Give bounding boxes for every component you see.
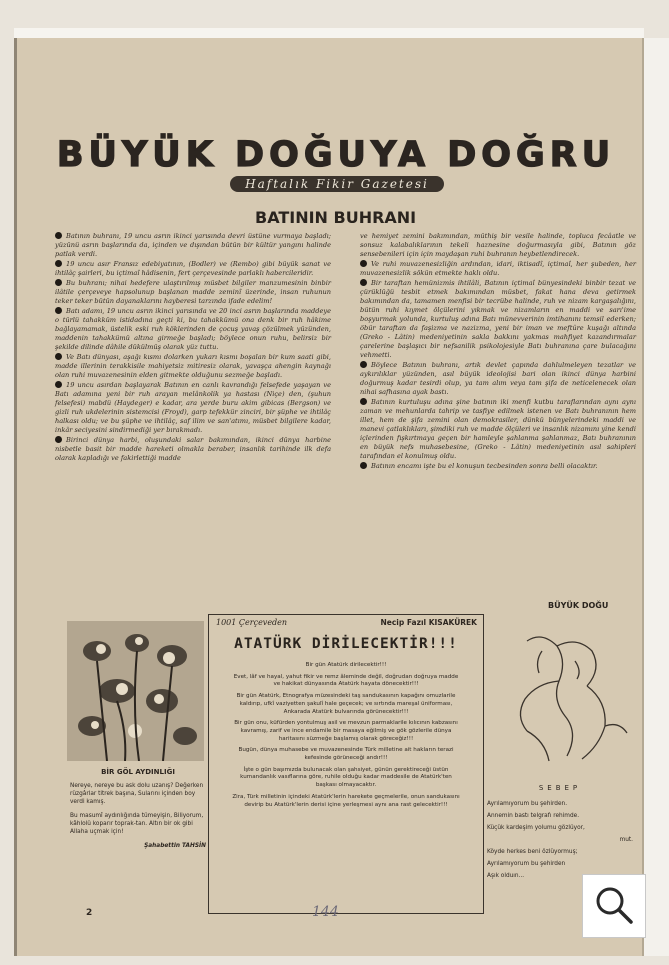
poem-stanza: Nereye, nereye bu ask dolu uzanış? Değerken rüzgârlar titrek başına, Sularını içinden boy verdi kamış. bbox=[70, 783, 204, 805]
paragraph: Bir taraftan hemünizmis ihtilâli, Batının içtimaî bünyesindeki binbir tezat ve çürüklüğü tesbit etmek bakımından müsbet, fakat hana deva getirmek bakımından da, tamamen menfisi bir tecrübe halinde, ruh ve nizam kargaşalığını, bütün ruhi kıymet ölçülerini yıkmak ve nizamların en maddi ve sarı'ime boşyurmak yolunda, kurtuluş adına Batı münevverinin imtihanını temsil ederken; öbür taraftan da faşizma ve nazizma, yeni bir iman ve meftûre kuşağı altında (Greko - Lâtin) medeniyetinin sakla bakkını yakmas mahfiyet kazandırmalar çarelerine başlaşıcı bir nefsanilik psikolojesiyle Batı buhranına çare bulacağını vehmetti. bbox=[360, 279, 636, 359]
masthead-subtitle: Haftalık Fikir Gazetesi bbox=[230, 176, 444, 192]
figure-sketch bbox=[487, 621, 637, 771]
poem-stanza: Bu masumî aydınlığında tümeyişin, Biliyorum, kâhlolü koparır toprak-tan. Altın bir ok gibi Allaha uçmak için! bbox=[70, 813, 204, 835]
handwritten-page-number: 144 bbox=[312, 904, 339, 920]
bullet-icon bbox=[55, 279, 62, 286]
paragraph: Batı adamı, 19 uncu asrın ikinci yarısında ve 20 inci asrın başlarında maddeye o türlü tahakküm istidadına geçti ki, bu tahakkümü ona denk bir ruh hâkime bağlayamamak, üstelik eski ruh köklerinden de çocuş yavaş çözülmek yüzünden, maddenin tahakkümü altına girmeğe başladı; böylece onun ruhu, belirsiz bir şekilde dilinde dâhile dükülmüş olarak yüz tuttu. bbox=[55, 307, 331, 351]
paragraph: Bu buhranı; nihai hedefere ulaştırılmış müsbet bilgiler manzumesinin binbir ilâtile çerçeveye hapsolunup başlanan madde zeminî üzerinde, insan ruhunun teker teker bütün dayanaklarını hayberesi tarzında ifade edelim! bbox=[55, 279, 331, 305]
poem-line: mut. bbox=[619, 837, 633, 843]
paragraph: ve hemiyet zemini bakımından, müthiş bir vesile halinde, topluca fecâatle ve sonsuz kalabalıklarının tekeli haznesine doğurmasıyla gibi, Batının göz sensebenileri için için maydaşan ruhi buhranın heybetlendirecek. bbox=[360, 232, 636, 258]
poem-line: Ayrılamıyorum bu şehirden bbox=[487, 861, 566, 867]
zoom-button[interactable] bbox=[582, 874, 646, 938]
poem-right-title: SEBEP bbox=[538, 784, 582, 792]
bullet-icon bbox=[55, 232, 62, 239]
paragraph: İşte o gün başımızda bulunacak olan şahsiyet, günün gerektireceği üstün kumandanlık vasıflarına göre, ruhile olduğu kadar maddesile de Atatürk'ten başkası olmayacaktır. bbox=[240, 766, 452, 789]
paragraph: Birinci dünya harbi, oluşundaki salar bakımından, ikinci dünya harbine nisbetle basit bir madde hareketi olmakla beraber, insanlık tarihinde ilk defa olarak kapladığı ve fakirlettiği madde bbox=[55, 436, 331, 462]
paragraph: 19 uncu asırdan başlayarak Batının en canlı kavrandığı felsefede yaşayan ve Batı adamına yeni bir ruh arayan melânkolik ya hastası (Niçe) den, (şuhun felsefesi) mabdü (Haydeger) e kadar, ara yerde buru akim gibicas (Bergson) ve gizli ruh ukdelerinin sistemcisi (Froyd), garp tefekkür zinciri, bir şüphe ve ihtilâç halkası oldu; ve bu şüphe ve ihtilâç, saf ilim ve san'atımı, müsbet bilgilere kadar, inkâr seciyesini sindirmediği yer bırakmadı. bbox=[55, 381, 331, 434]
magnifier-icon bbox=[583, 875, 645, 937]
bullet-icon bbox=[360, 260, 367, 267]
article-signature: BÜYÜK DOĞU bbox=[548, 601, 609, 610]
masthead-title: BÜYÜK DOĞUYA DOĞRU bbox=[56, 135, 616, 175]
article-title: BATININ BUHRANI bbox=[255, 208, 417, 227]
poem-line: Ayrılamıyorum bu şehirden. bbox=[487, 801, 568, 807]
article-left-column bbox=[55, 232, 331, 464]
paragraph: 19 uncu asır Fransız edebiyatının, (Bodler) ve (Rembo) gibi büyük sanat ve ihtilâç şairleri, bu içtimaî hâdisenin, fert çerçevesinde parlaklı habercileridir. bbox=[55, 260, 331, 277]
page-number: 2 bbox=[86, 908, 93, 918]
bullet-icon bbox=[360, 279, 367, 286]
feature-box-body bbox=[230, 662, 462, 813]
paragraph: Böylece Batının buhranı, artık devlet çapında dahlulmeleyen tezatlar ve aykırılıklar yüzünden, asıl büyük ideolojisi bari olan ikinci dünya harbini doğurmuş kadar tesirdi olup, ya tam alım veya tam şifa de neticelenecek olan nihai safhasına ayak bastı. bbox=[360, 361, 636, 396]
bullet-icon bbox=[55, 353, 62, 360]
feature-box-title: ATATÜRK DİRİLECEKTİR!!! bbox=[234, 636, 458, 652]
poem-left bbox=[70, 768, 206, 850]
paragraph: Bugün, dünya muhasebe ve muvazenesinde Türk milletine ait hakların terazi kefesinde görüneceği andır!!! bbox=[238, 747, 454, 762]
poem-line: Annemin bastı telgrafı rehimde. bbox=[487, 813, 580, 819]
flower-illustration-icon bbox=[67, 621, 204, 761]
bullet-icon bbox=[55, 307, 62, 314]
flower-illustration bbox=[67, 621, 204, 761]
poem-line: Köyde herkes beni özlüyormuş; bbox=[487, 849, 578, 855]
poem-left-author: Şahabettin TAHSİN bbox=[144, 843, 206, 849]
paragraph: Ve Batı dünyası, aşağı kısmı dolarken yukarı kısmı boşalan bir kum saati gibi, madde illerinin terakkisile mahiyetsiz mitiresiz olarak, yavaşça ahengin kaynağı olan ruhi muvazenesinin elden gitmekte olduğunu sezmeğe başladı. bbox=[55, 353, 331, 379]
feature-box-label: 1001 Çerçeveden bbox=[216, 618, 288, 627]
paragraph: Bir gün Atatürk, Etnografya müzesindeki taş sandukasının kapağını omuzlarile kaldırıp, ufkî vaziyetten şakulî hale geçecek; ve sırtında mareşal üniforması, Ankarada Atatürk bulvarında görünecektir!!! bbox=[236, 693, 456, 715]
poem-left-title: BİR GÖL AYDINLIĞI bbox=[101, 768, 175, 776]
paragraph: Batının kurtuluşu adına şine batının iki menfi kutbu taraflarından aynı aynı zaman ve mehunlarda tahrip ve tasfiye edilmek istenen ve Batı buhranının hem illet, hem de şifa zemini olan demokrasiler, dünkü bünyelerindeki maddi ve manevi çatlaklıkları, şimdiki ruh ve madde ölçüleri ve insanlık nizamını yine kendi içlerinden fışkırtmaya geçen bir hamleyle şahlanma şahlanmaz, Batı buhranının en büyük nefs muhasebesine, (Greko - Lâtin) medeniyetinin asıl sahipleri tarafından el konulmuş oldu. bbox=[360, 398, 636, 460]
paragraph: Ve ruhi muvazenesizliğin ardından, idari, iktisadî, içtimaî, her şubeden, her muvazenesizlik sökün etmekte haklı oldu. bbox=[360, 260, 636, 277]
feature-box-author: Necip Fazıl KISAKÜREK bbox=[380, 618, 477, 627]
bullet-icon bbox=[360, 361, 367, 368]
figure-sketch-icon bbox=[487, 621, 637, 771]
bullet-icon bbox=[55, 260, 62, 267]
paragraph: Batının buhranı, 19 uncu asrın ikinci yarısında devri üstüne vurmaya başladı; yüzünü asrın başlarında da, içinden ve dışından bütün bir kültür yangını halinde patlak verdi. bbox=[55, 232, 331, 258]
page-edge bbox=[644, 38, 669, 956]
paragraph: Bir gün onu, küfürden yontulmuş asil ve mevzun parmaklarile kılıcının kabzasını kavramış, zarif ve ince endamile bir masaya eğilmiş ve gök gözlerile dünya haritasını süzmeğe başlamış olarak göreceğiz!!! bbox=[234, 720, 458, 742]
paragraph: Zira, Türk milletinin içindeki Atatürk'lerin harekete geçmelerile, onun sandukasını devirip bu Atatürk'lerin derisi içine yerleşmesi aynı ana rast gelecektir!!! bbox=[232, 793, 460, 808]
paragraph: Batının encamı işte bu el konuşun tecbesinden sonra belli olacaktır. bbox=[360, 462, 636, 471]
paragraph: Bir gün Atatürk dirilecektir!!! bbox=[305, 662, 387, 668]
poem-line: Küçük kardeşim yolumu gözlüyor, bbox=[487, 825, 585, 831]
bullet-icon bbox=[55, 381, 62, 388]
bullet-icon bbox=[360, 398, 367, 405]
bullet-icon bbox=[360, 462, 367, 469]
article-right-column bbox=[360, 232, 636, 472]
poem-line: Aşık olduın... bbox=[487, 873, 525, 879]
paragraph: Evet, lâf ve hayal, yahut fikir ve remz âleminde değil, doğrudan doğruya madde ve hakikat dünyasında Atatürk hayata dönecektir!!! bbox=[233, 673, 459, 688]
bullet-icon bbox=[55, 436, 62, 443]
